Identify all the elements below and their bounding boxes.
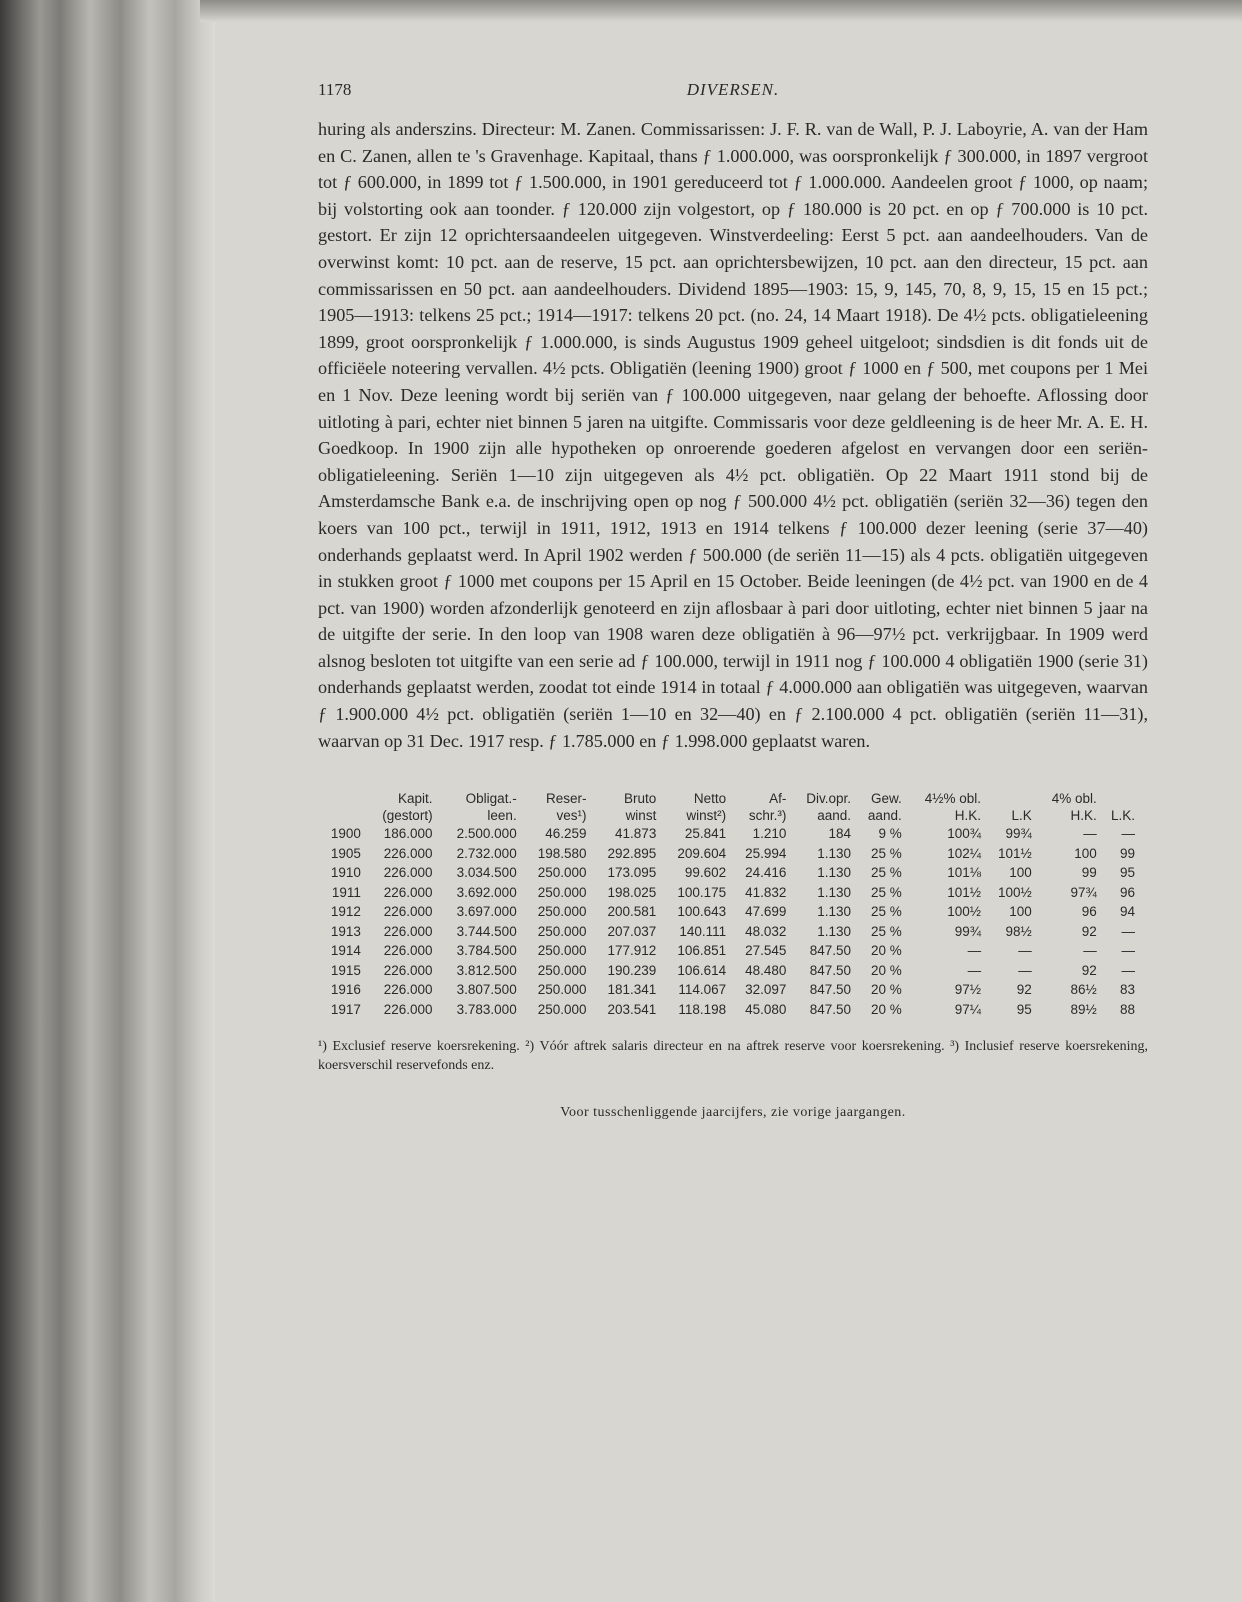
table-cell: 207.037	[607, 923, 657, 939]
page-top-shadow	[200, 0, 1242, 22]
table-cell: —	[1121, 923, 1135, 939]
table-cell: 3.034.500	[456, 865, 517, 881]
table-cell: 25 %	[870, 904, 902, 920]
table-cell: 25 %	[870, 845, 902, 861]
table-cell: 1911	[331, 884, 361, 900]
table-cell: 226.000	[383, 1001, 433, 1017]
table-cell: 100	[1074, 845, 1097, 861]
table-cell: 250.000	[537, 1001, 587, 1017]
table-cell: 24.416	[745, 865, 787, 881]
table-cell: 1.130	[817, 865, 852, 881]
table-cell: 250.000	[537, 943, 587, 959]
column-header: Reser-	[546, 791, 587, 807]
column-header: schr.³)	[748, 808, 787, 824]
table-cell: 1910	[330, 865, 361, 881]
table-cell: 83	[1119, 982, 1135, 998]
column-header: Div.opr.	[806, 791, 852, 807]
column-header: 4% obl.	[1051, 791, 1097, 807]
table-cell: 3.812.500	[456, 962, 517, 978]
table-cell: —	[1121, 943, 1135, 959]
book-page	[318, 80, 1148, 1121]
financial-table	[318, 790, 1138, 1019]
table-cell: 99.602	[684, 865, 727, 881]
table-cell: 3.784.500	[456, 943, 517, 959]
table-cell: 1.130	[817, 845, 852, 861]
table-cell: 1.130	[817, 904, 852, 920]
table-cell: 3.697.000	[456, 904, 517, 920]
column-header: ves¹)	[556, 808, 587, 824]
table-cell: 96	[1081, 904, 1097, 920]
table-cell: 100	[1009, 904, 1032, 920]
table-cell: 3.744.500	[456, 923, 517, 939]
table-cell: 41.832	[745, 884, 787, 900]
table-cell: 226.000	[383, 962, 433, 978]
table-cell: 1914	[330, 943, 361, 959]
table-cell: 2.500.000	[456, 826, 517, 842]
table-cell: 106.851	[677, 943, 727, 959]
table-cell: —	[1018, 962, 1032, 978]
table-cell: 95	[1016, 1001, 1032, 1017]
table-cell: 45.080	[745, 1001, 787, 1017]
table-cell: 102¼	[947, 845, 982, 861]
table-cell: 181.341	[607, 982, 657, 998]
table-cell: 1917	[330, 1001, 361, 1017]
table-cell: 25 %	[870, 884, 902, 900]
table-row	[318, 1000, 1138, 1020]
table-cell: 1905	[330, 845, 361, 861]
table-cell: 226.000	[383, 904, 433, 920]
table-cell: 198.580	[537, 845, 587, 861]
table-cell: 1.130	[817, 884, 852, 900]
table-cell: 1900	[330, 826, 361, 842]
table-cell: 226.000	[383, 943, 433, 959]
table-cell: 118.198	[678, 1001, 727, 1017]
table-cell: 9 %	[878, 826, 902, 842]
table-cell: 95	[1119, 865, 1135, 881]
table-cell: 94	[1119, 904, 1135, 920]
table-cell: 48.032	[745, 923, 787, 939]
table-cell: 2.732.000	[456, 845, 517, 861]
table-cell: 47.699	[745, 904, 787, 920]
table-row	[318, 863, 1138, 883]
table-cell: —	[967, 962, 982, 978]
table-cell: —	[1018, 943, 1032, 959]
column-header	[318, 807, 364, 824]
column-header: H.K.	[1070, 808, 1097, 824]
table-cell: 226.000	[383, 982, 433, 998]
column-header: Kapit.	[398, 791, 433, 807]
table-cell: —	[967, 943, 982, 959]
table-cell: 99¾	[1005, 826, 1032, 842]
table-cell: 3.807.500	[456, 982, 517, 998]
table-cell: 847.50	[809, 943, 852, 959]
page-number: 1178	[318, 80, 352, 99]
table-cell: 100	[1009, 865, 1032, 881]
table-cell: 1.130	[817, 923, 852, 939]
header-row	[318, 790, 1138, 807]
table-cell: 20 %	[870, 982, 902, 998]
table-row	[318, 961, 1138, 981]
column-header	[1100, 790, 1138, 807]
table-cell: 847.50	[809, 982, 852, 998]
table-cell: 88	[1119, 1001, 1135, 1017]
body-paragraph: huring als anderszins. Directeur: M. Zanen. Commissarissen: J. F. R. van de Wall, P. J. Laboyrie, A. van der Ham en C. Zanen, allen te 's Gravenhage. Kapitaal, thans ƒ 1.000.000, was oorspronkelijk ƒ 300.000, in 1897 vergroot tot ƒ 600.000, in 1899 tot ƒ 1.500.000, in 1901 gereduceerd tot ƒ 1.000.000. Aandeelen groot ƒ 1000, op naam; bij volstorting ook aan toonder. ƒ 120.000 zijn volgestort, op ƒ 180.000 is 20 pct. en op ƒ 700.000 is 10 pct. gestort. Er zijn 12 oprichtersaandeelen uitgegeven. Winstverdeeling: Eerst 5 pct. aan aandeelhouders. Van de overwinst komt: 10 pct. aan de reserve, 15 pct. aan oprichtersbewijzen, 10 pct. aan den directeur, 15 pct. aan commissarissen en 50 pct. aan aandeelhouders. Dividend 1895—1903: 15, 9, 145, 70, 8, 9, 15, 15 en 15 pct.; 1905—1913: telkens 25 pct.; 1914—1917: telkens 20 pct. (no. 24, 14 Maart 1918). De 4½ pcts. obligatieleening 1899, groot oorspronkelijk ƒ 1.000.000, is sinds Augustus 1909 geheel uitgeloot; sindsdien is dit fonds uit de officiëele noteering vervallen. 4½ pcts. Obligatiën (leening 1900) groot ƒ 1000 en ƒ 500, met coupons per 1 Mei en 1 Nov. Deze leening wordt bij seriën van ƒ 100.000 uitgegeven, naar gelang der behoefte. Aflossing door uitloting à pari, echter niet binnen 5 jaren na uitgifte. Commissaris voor deze geldleening is de heer Mr. A. E. H. Goedkoop. In 1900 zijn alle hypotheken op onroerende goederen afgelost en vervangen door een seriën-obligatieleening. Seriën 1—10 zijn uitgegeven als 4½ pct. obligatiën. Op 22 Maart 1911 stond bij de Amsterdamsche Bank e.a. de inschrijving open op nog ƒ 500.000 4½ pct. obligatiën (seriën 32—36) tegen den koers van 100 pct., terwijl in 1911, 1912, 1913 en 1914 telkens ƒ 100.000 dezer leening (serie 37—40) onderhands geplaatst werd. In April 1902 werden ƒ 500.000 (de seriën 11—15) als 4 pcts. obligatiën uitgegeven in stukken groot ƒ 1000 met coupons per 15 April en 15 October. Beide leeningen (de 4½ pct. van 1900 en de 4 pct. van 1900) worden afzonderlijk genoteerd en zijn aflosbaar à pari door uitloting, echter niet binnen 5 jaar na de uitgifte der serie. In den loop van 1908 waren deze obligatiën à 96—97½ pct. verkrijgbaar. In 1909 werd alsnog besloten tot uitgifte van een serie ad ƒ 100.000, terwijl in 1911 nog ƒ 100.000 4 obligatiën 1900 (serie 31) onderhands geplaatst werden, zoodat tot einde 1914 in totaal ƒ 4.000.000 aan obligatiën was uitgegeven, waarvan ƒ 1.900.000 4½ pct. obligatiën (seriën 1—10 en 32—40) en ƒ 2.100.000 4 pct. obligatiën (seriën 11—31), waarvan op 31 Dec. 1917 resp. ƒ 1.785.000 en ƒ 1.998.000 geplaatst waren.	[318, 119, 1148, 751]
table-cell: 106.614	[677, 962, 727, 978]
column-header: aand.	[867, 808, 902, 824]
table-cell: 173.095	[607, 865, 657, 881]
table-cell: 89½	[1070, 1001, 1097, 1017]
table-cell: 46.259	[545, 826, 587, 842]
table-cell: 250.000	[537, 923, 587, 939]
table-cell: 20 %	[870, 1001, 902, 1017]
column-header: Netto	[693, 791, 727, 807]
table-cell: 32.097	[745, 982, 787, 998]
table-row	[318, 980, 1138, 1000]
table-cell: 97¼	[954, 1001, 982, 1017]
table-row	[318, 883, 1138, 903]
column-header: leen.	[487, 808, 517, 824]
table-cell: 92	[1081, 923, 1097, 939]
table-cell: 1916	[330, 982, 361, 998]
table-cell: 203.541	[607, 1001, 657, 1017]
table-cell: 1913	[330, 923, 361, 939]
table-row	[318, 844, 1138, 864]
column-header: aand.	[817, 808, 852, 824]
table-cell: 250.000	[537, 865, 587, 881]
table-cell: 99¾	[954, 923, 982, 939]
table-cell: 86½	[1070, 982, 1097, 998]
table-cell: 96	[1119, 884, 1135, 900]
table-cell: 250.000	[537, 904, 587, 920]
column-header: (gestort)	[382, 808, 433, 824]
table-row	[318, 902, 1138, 922]
table-cell: 100.643	[677, 904, 727, 920]
table-cell: 101⅛	[947, 865, 982, 881]
column-header: Af-	[769, 791, 787, 807]
table-cell: 97½	[954, 982, 982, 998]
table-cell: 101½	[947, 884, 982, 900]
table-cell: 226.000	[383, 865, 433, 881]
table-cell: 92	[1016, 982, 1032, 998]
table-cell: 92	[1081, 962, 1097, 978]
table-cell: 847.50	[809, 1001, 852, 1017]
book-spine-edge	[0, 0, 215, 1602]
table-cell: 250.000	[537, 962, 587, 978]
table-cell: 198.025	[607, 884, 657, 900]
table-cell: 20 %	[870, 962, 902, 978]
table-cell: 1915	[330, 962, 361, 978]
table-cell: 1912	[330, 904, 361, 920]
footnotes: ¹) Exclusief reserve koersrekening. ²) Vóór aftrek salaris directeur en na aftrek reserve voor koersrekening. ³) Inclusief reserve koersrekening, koersverschil reservefonds enz.	[318, 1039, 1148, 1074]
table-cell: 100.175	[677, 884, 727, 900]
table-cell: 226.000	[383, 845, 433, 861]
table-cell: 27.545	[745, 943, 787, 959]
table-row	[318, 922, 1138, 942]
table-cell: 250.000	[537, 982, 587, 998]
table-cell: 25 %	[870, 923, 902, 939]
table-cell: —	[1083, 826, 1097, 842]
table-cell: 100½	[947, 904, 982, 920]
column-header: 4½% obl.	[924, 791, 982, 807]
table-cell: —	[1121, 826, 1135, 842]
table-cell: 847.50	[809, 962, 852, 978]
column-header: Bruto	[624, 791, 657, 807]
table-cell: 25.994	[745, 845, 787, 861]
table-row	[318, 941, 1138, 961]
table-cell: 190.239	[607, 962, 657, 978]
column-header: Gew.	[870, 791, 902, 807]
table-cell: 101½	[997, 845, 1032, 861]
running-title: DIVERSEN.	[686, 80, 780, 99]
page-header	[318, 80, 1148, 116]
table-cell: 1.210	[752, 826, 787, 842]
table-cell: 100½	[997, 884, 1032, 900]
table-cell: 25.841	[684, 826, 727, 842]
table-cell: 100¾	[947, 826, 982, 842]
header-row	[318, 807, 1138, 824]
table-cell: 41.873	[615, 826, 657, 842]
table-cell: 97¾	[1070, 884, 1097, 900]
column-header: winst²)	[686, 808, 727, 824]
column-header: winst	[625, 808, 657, 824]
table-row	[318, 824, 1138, 844]
table-cell: 25 %	[870, 865, 902, 881]
table-cell: 186.000	[383, 826, 433, 842]
column-header: L.K.	[1110, 808, 1135, 824]
table-cell: 99	[1119, 845, 1135, 861]
column-header	[984, 790, 1035, 807]
table-cell: 209.604	[677, 845, 727, 861]
column-header	[318, 790, 364, 807]
table-cell: 114.067	[678, 982, 727, 998]
column-header: H.K.	[954, 808, 982, 824]
table-cell: 20 %	[870, 943, 902, 959]
column-header: Obligat.-	[465, 791, 517, 807]
table-cell: 200.581	[607, 904, 657, 920]
table-cell: 99	[1081, 865, 1097, 881]
table-cell: 3.692.000	[456, 884, 517, 900]
table-cell: 48.480	[745, 962, 787, 978]
column-header: L.K	[1011, 808, 1032, 824]
table-cell: 250.000	[537, 884, 587, 900]
table-cell: 184	[828, 826, 852, 842]
table-cell: —	[1121, 962, 1135, 978]
table-cell: 140.111	[679, 923, 727, 939]
table-cell: 292.895	[607, 845, 657, 861]
table-cell: 226.000	[383, 884, 433, 900]
table-cell: 3.783.000	[456, 1001, 517, 1017]
footer-note: Voor tusschenliggende jaarcijfers, zie vorige jaargangen.	[560, 1105, 906, 1121]
table-cell: 177.912	[607, 943, 657, 959]
table-cell: 226.000	[383, 923, 433, 939]
table-cell: —	[1083, 943, 1097, 959]
table-cell: 98½	[1005, 923, 1032, 939]
